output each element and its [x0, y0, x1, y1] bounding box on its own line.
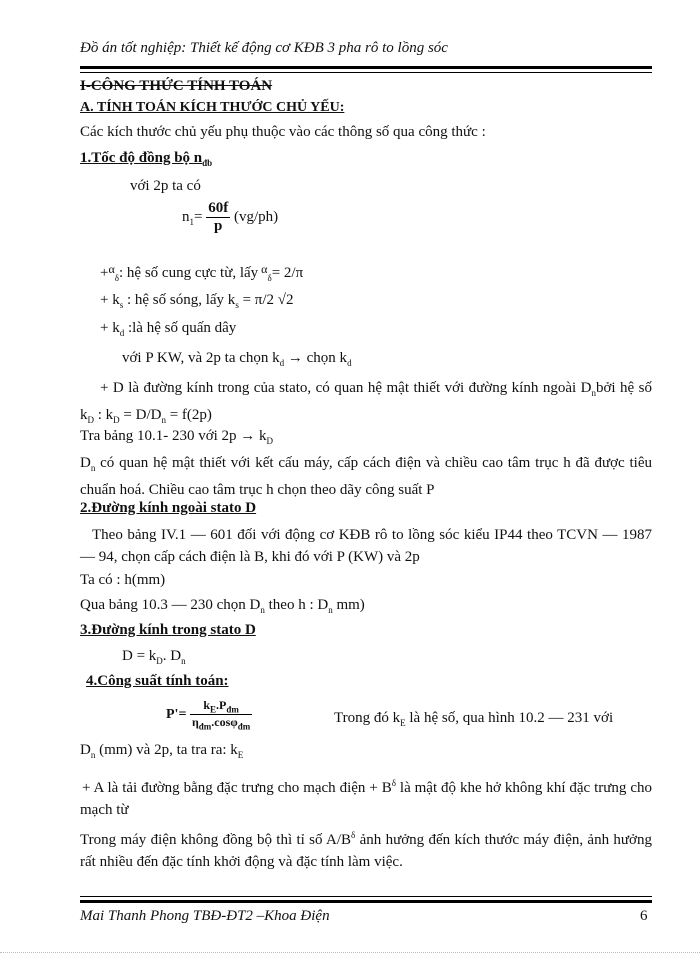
heading-design-power: 4.Công suất tính toán:: [86, 673, 229, 689]
kd-line: + $k_d$ :là hệ số quấn dây: [100, 320, 237, 338]
D-equation: $D = k_D$. $D_n$: [122, 648, 186, 666]
running-header: Đồ án tốt nghiệp: Thiết kế động cơ KĐB 3 pha rô to lồng sóc: [80, 40, 448, 56]
heading-sync-speed: 1.Tốc độ đồng bộ $n_{đb}$: [80, 150, 213, 168]
subsection-title: A. TÍNH TOÁN KÍCH THƯỚC CHỦ YẾU:: [80, 100, 345, 115]
footer-rule-thick: [80, 900, 652, 903]
ks-line: + $k_s$ : hệ số sóng, lấy $k_s = \pi/2$ √2: [100, 292, 294, 310]
fraction-60f-p: $\frac{60f}{p}$: [208, 200, 229, 234]
page-bottom-divider: [0, 952, 700, 953]
Dn-paragraph: $D_n$ có quan hệ mật thiết với kết cấu máy, cấp cách điện và chiều cao tâm trục h đã được tiêu chuẩn hoá. Chiều cao tâm trục h chọn theo dãy công suất P: [80, 455, 652, 498]
with-2p-text: với 2p ta có: [130, 178, 201, 194]
D-paragraph: + D là đường kính trong của stato, có quan hệ mật thiết với đường kính ngoài $D_nbởi$ hệ số $k_D$ : $k_D = D/D_n = f(2p)$: [80, 380, 652, 425]
page-number: 6: [640, 908, 648, 924]
ta-co-line: Ta có : h(mm): [80, 572, 166, 588]
theo-bang-paragraph: Theo bảng IV.1 — 601 đối với động cơ KĐB rô to lồng sóc kiểu IP44 theo TCVN — 1987 — 94, chọn cấp cách điện là B, khi đó với P (KW) và 2p: [80, 527, 652, 565]
header-rule-thick: [80, 66, 652, 69]
formula-n1: $n_1=$ $\frac{60f}{p}$ (vg/ph): [182, 200, 279, 234]
intro-text: Các kích thước chủ yếu phụ thuộc vào các thông số qua công thức :: [80, 124, 486, 140]
last-paragraph: Trong máy điện không đồng bộ thì tỉ số $A/B^\delta$ ảnh hưởng đến kích thước máy điện, ảnh hưởng rất nhiều đến đặc tính khởi động và đặc tính làm việc.: [80, 830, 652, 870]
kd-choose-line: với P KW, và 2p ta chọn $k_d$ → chọn $k_d$: [122, 350, 352, 368]
fraction-power: $\frac{k_E.P_{đm}}{\eta_{đm}.\cos\varphi_{đm}}$: [191, 698, 251, 732]
footer-rule-thin: [80, 896, 652, 897]
header-rule-thin: [80, 72, 652, 73]
alpha-line: +$^\alpha_\delta$: hệ số cung cực từ, lấy $^\alpha_\delta$= 2/π: [100, 262, 304, 283]
tra-bang-line: Tra bảng 10.1- 230 với $2p \to k_D$: [80, 428, 274, 446]
footer-author: Mai Thanh Phong TBĐ-ĐT2 –Khoa Điện: [80, 908, 330, 924]
dn-2p-line: $D_n$ (mm) và 2p, ta tra ra: $k_E$: [80, 742, 244, 760]
section-title: I-CÔNG THỨC TÍNH TOÁN: [80, 78, 273, 94]
qua-bang-line: Qua bảng 10.3 — 230 chọn $D_n$ theo h : $D_n$ mm): [80, 597, 365, 615]
heading-outer-diameter: 2.Đường kính ngoài stato D: [80, 500, 257, 516]
formula-P: P'= $\frac{k_E.P_{đm}}{\eta_{đm}.\cos\varphi_{đm}}$: [166, 698, 251, 732]
heading-inner-diameter: 3.Đường kính trong stato D: [80, 622, 256, 638]
trong-do-text: Trong đó $k_E$ là hệ số, qua hình 10.2 — 231 với: [334, 710, 614, 728]
A-paragraph: + A là tải đường bằng đặc trưng cho mạch điện + $B^\delta$ là mật độ khe hở không khí đặc trưng cho mạch từ: [80, 778, 653, 818]
